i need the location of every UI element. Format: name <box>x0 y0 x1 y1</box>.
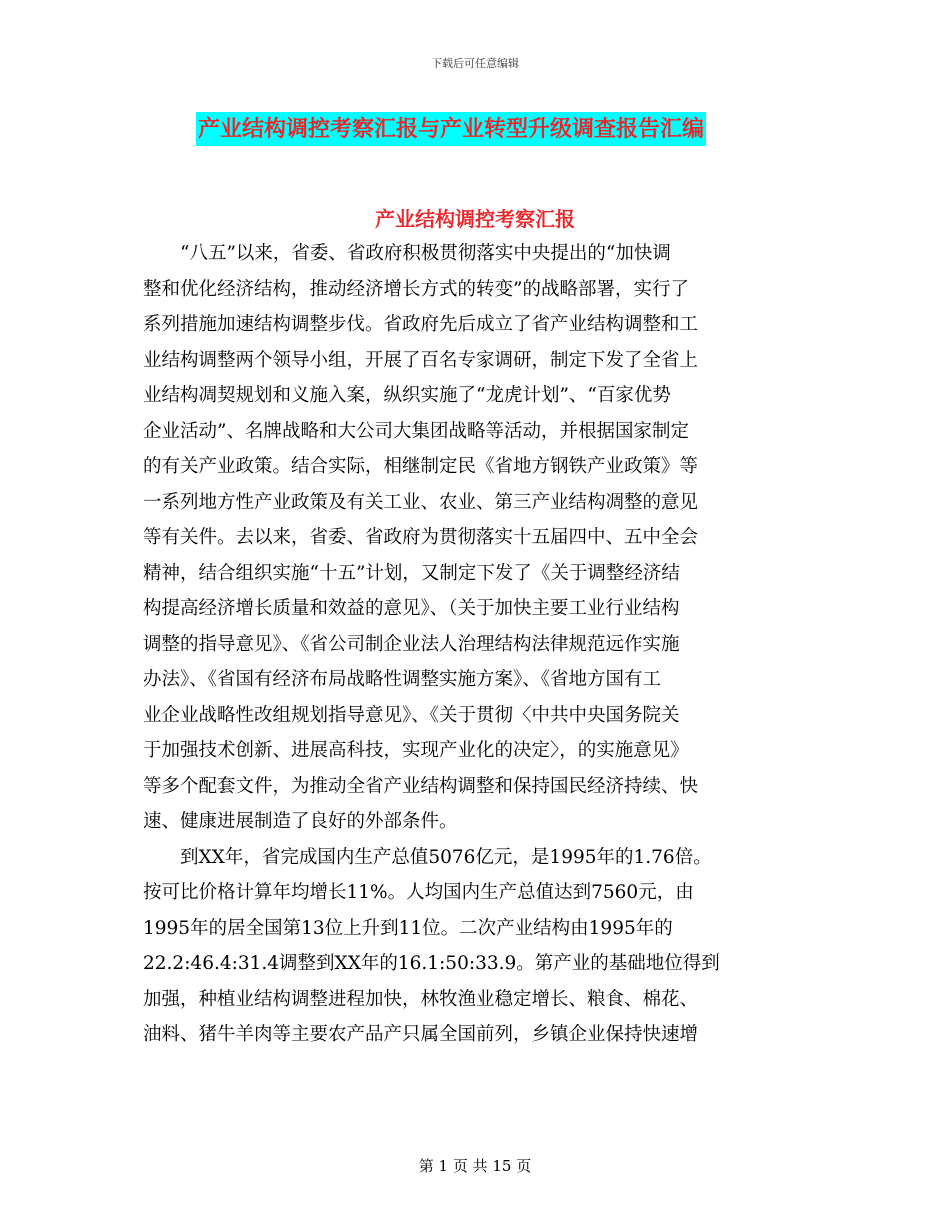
document-main-title: 产业结构调控考察汇报与产业转型升级调查报告汇编 <box>196 112 706 146</box>
body-line: “八五”以来，省委、省政府积极贯彻落实中央提出的“加快调 <box>143 243 671 264</box>
body-line: 整和优化经济结构，推动经济增长方式的转变”的战略部署，实行了 <box>143 278 689 300</box>
body-line: 加强，种植业结构调整进程加快，林牧渔业稳定增长、粮食、棉花、 <box>143 988 699 1010</box>
body-line: 企业活动”、名牌战略和大公司大集团战略等活动，并根据国家制定 <box>143 420 689 442</box>
body-line: 速、健康进展制造了良好的外部条件。 <box>143 811 458 832</box>
body-line: 到XX年，省完成国内生产总值5076亿元，是1995年的1.76倍。 <box>143 846 712 868</box>
body-line: 办法》、《省国有经济布局战略性调整实施方案》、《省地方国有工 <box>143 669 662 690</box>
header-note: 下载后可任意编辑 <box>431 57 519 70</box>
body-line: 精神，结合组织实施“十五”计划，又制定下发了《关于调整经济结 <box>143 562 680 584</box>
body-line: 油料、猪牛羊肉等主要农产品产只属全国前列，乡镇企业保持快速增 <box>143 1024 699 1045</box>
body-line: 系列措施加速结构调整步伐。省政府先后成立了省产业结构调整和工 <box>143 314 699 335</box>
page-footer: 第 1 页 共 15 页 <box>418 1157 532 1175</box>
body-line: 一系列地方性产业政策及有关工业、农业、第三产业结构凋整的意见 <box>143 491 699 513</box>
body-line: 按可比价格计算年均增长11%。人均国内生产总值达到7560元，由 <box>143 882 694 903</box>
body-line: 1995年的居全国第13位上升到11位。二次产业结构由1995年的 <box>143 917 673 939</box>
body-text <box>143 236 813 1053</box>
body-line: 的有关产业政策。结合实际，相继制定民《省地方钢铁产业政策》等 <box>143 456 699 477</box>
body-line: 等多个配套文件，为推动全省产业结构调整和保持国民经济持续、快 <box>143 775 699 797</box>
body-line: 业结构凋契规划和义施入案，纵织实施了“龙虎计划”、“百家优势 <box>143 385 671 406</box>
body-line: 构提高经济增长质量和效益的意见》、（关于加快主要工业行业结构 <box>143 598 680 619</box>
section-title: 产业结构调控考察汇报 <box>375 207 575 231</box>
body-line: 22.2:46.4:31.4调整到XX年的16.1:50:33.9。第产业的基础地位得到 <box>143 953 720 974</box>
body-line: 调整的指导意见》、《省公司制企业法人治理结构法律规范远作实施 <box>143 633 680 655</box>
body-line: 于加强技术创新、进展高科技，实现产业化的决定〉，的实施意见》 <box>143 740 689 761</box>
body-line: 业企业战略性改组规划指导意见》、《关于贯彻〈中共中央国务院关 <box>143 704 680 726</box>
body-line: 业结构调整两个领导小组，开展了百名专家调研，制定下发了全省上 <box>143 349 699 371</box>
body-line: 等有关件。去以来，省委、省政府为贯彻落实十五届四中、五中全会 <box>143 527 699 548</box>
